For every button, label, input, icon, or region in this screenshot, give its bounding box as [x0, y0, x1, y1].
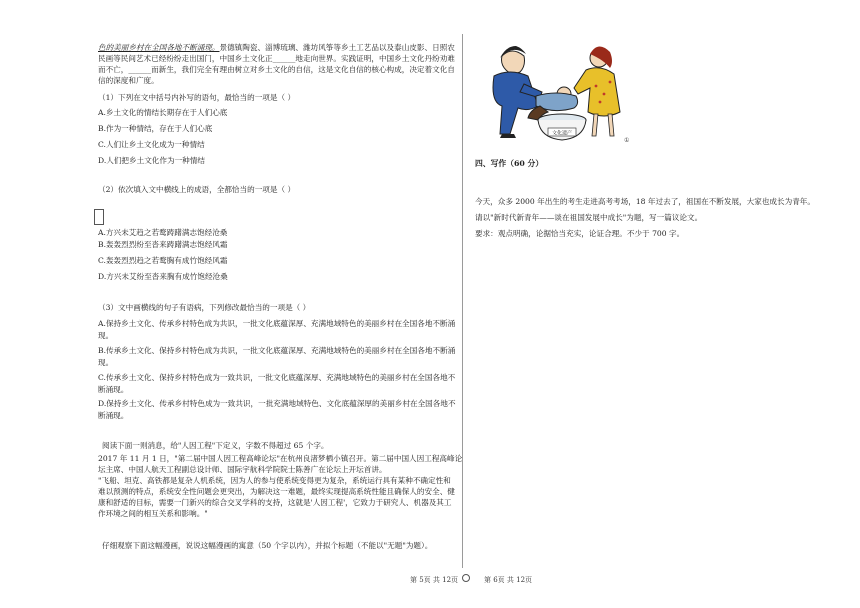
q3-option-a-line-2: 现。 — [98, 331, 114, 340]
news-line-4: 难以预测的特点，系统安全性问题会更突出，为解决这一难题，最终实现提高系统性能且确保人的安全、健 — [98, 487, 455, 496]
q3-option-b-line-1: B.传承乡土文化、保持乡村特色成为共识，一批文化底蕴深厚、充满地域特色的美丽乡村在全国各地不断涌 — [98, 346, 456, 355]
q3-option-b-line-2: 现。 — [98, 358, 114, 367]
q3-option-c-line-2: 断涌现。 — [98, 385, 129, 394]
question-3: （3）文中画横线的句子有语病，下列修改最恰当的一项是（ ） — [98, 303, 311, 312]
intro-line-3: 而不亡，______而新生，我们完全有理由树立对乡土文化的自信，这是文化自信的核心构成，决定着文化自 — [98, 65, 455, 74]
news-line-1: 2017 年 11 月 1 日，"第二届中国人因工程高峰论坛"在杭州良渚梦栖小镇召开。第二届中国人因工程高峰论 — [98, 454, 463, 463]
news-line-6: 作环境之间的相互关系和影响。" — [98, 509, 208, 518]
q1-option-b: B.作为一种情结，存在于人们心底 — [98, 124, 213, 133]
page-divider — [462, 34, 463, 568]
news-line-3: "飞船、坦克、高铁都是复杂人机系统，因为人的参与使系统变得更为复杂，系统运行具有某种不确定性和 — [98, 476, 451, 485]
q2-option-a: A.方兴未艾趋之若鹜踌躇满志饱经沧桑 — [98, 228, 228, 237]
cartoon-signature: ① — [624, 137, 630, 144]
q3-option-c-line-1: C.传承乡土文化、保持乡村特色成为一致共识，一批文化底蕴深厚、充满地域特色的美丽乡村在全国各地不 — [98, 373, 456, 382]
intro-line-2: 民画等民间艺术已经纷纷走出国门，中国乡土文化正______地走向世界。实践证明，中国乡土文化丹纷劝难 — [98, 54, 455, 63]
intro-line-4: 信的深度和广度。 — [98, 76, 159, 85]
news-prompt: 阅读下面一则消息，给"人因工程"下定义，字数不得超过 65 个字。 — [102, 441, 329, 450]
essay-line-3: 要求：观点明确，论据恰当充实，论证合理。不少于 700 字。 — [475, 229, 685, 238]
q2-option-c: C.轰轰烈烈趋之若鹜胸有成竹饱经风霜 — [98, 256, 228, 265]
cartoon-illustration — [474, 36, 644, 146]
q1-option-a: A.乡土文化的情结长期存在于人们心底 — [98, 108, 228, 117]
q1-option-c: C.人们让乡土文化成为一种情结 — [98, 140, 205, 149]
q3-option-d-line-1: D.保持乡土文化、传承乡村特色成为一致共识，一批充满地域特色、文化底蕴深厚的美丽乡村在全国各地不 — [98, 399, 456, 408]
question-1: （1）下列在文中括号内补写的语句，最恰当的一项是（ ） — [98, 93, 296, 102]
section-title: 四、写作（60 分） — [475, 159, 544, 168]
essay-line-1: 今天，众多 2000 年出生的考生走进高考考场，18 年过去了，祖国在不断发展，大家也成长为青年。 — [475, 197, 815, 206]
page-number-left: 第 5页 共 12页 — [410, 576, 459, 584]
news-line-2: 坛主席、中国人航天工程副总设计师、国际宇航科学院院士陈善广在论坛上开坛首讲。 — [98, 465, 387, 474]
intro-line-1: 色的美丽乡村在全国各地不断涌现。景德镇陶瓷、淄博琉璃、潍坊风筝等乡土工艺品以及泰山皮影、日照农 — [98, 43, 455, 52]
question-2: （2）依次填入文中横线上的成语，全都恰当的一项是（ ） — [98, 185, 296, 194]
essay-line-2: 请以"新时代新青年——谈在祖国发展中成长"为题，写一篇议论文。 — [475, 213, 703, 222]
pot-label: 文化遗产 — [551, 130, 573, 137]
q2-option-d: D.方兴未艾纷至沓来胸有成竹饱经沧桑 — [98, 272, 228, 281]
q3-option-a-line-1: A.保持乡土文化、传承乡村特色成为共识，一批文化底蕴深厚、充满地域特色的美丽乡村在全国各地不断涌 — [98, 319, 456, 328]
news-line-5: 康和舒适的目标，需要一门新兴的综合交叉学科的支持，这就是'人因工程'，它致力于研究人、机器及其工 — [98, 498, 452, 507]
image-placeholder-box — [94, 209, 104, 225]
q2-option-b: B.轰轰烈烈纷至沓来踌躇满志饱经风霜 — [98, 240, 228, 249]
q3-option-d-line-2: 断涌现。 — [98, 411, 129, 420]
man-figure — [493, 46, 542, 138]
page-number-right: 第 6页 共 12页 — [484, 576, 533, 584]
underlined-sentence: 色的美丽乡村在全国各地不断涌现。 — [98, 43, 220, 52]
cultural-heritage-pot — [538, 114, 586, 140]
cartoon-prompt: 仔细观察下面这幅漫画，说说这幅漫画的寓意（50 个字以内），并拟个标题（不能以"无题"为题）。 — [102, 541, 433, 550]
q1-option-d: D.人们把乡土文化作为一种情结 — [98, 156, 205, 165]
